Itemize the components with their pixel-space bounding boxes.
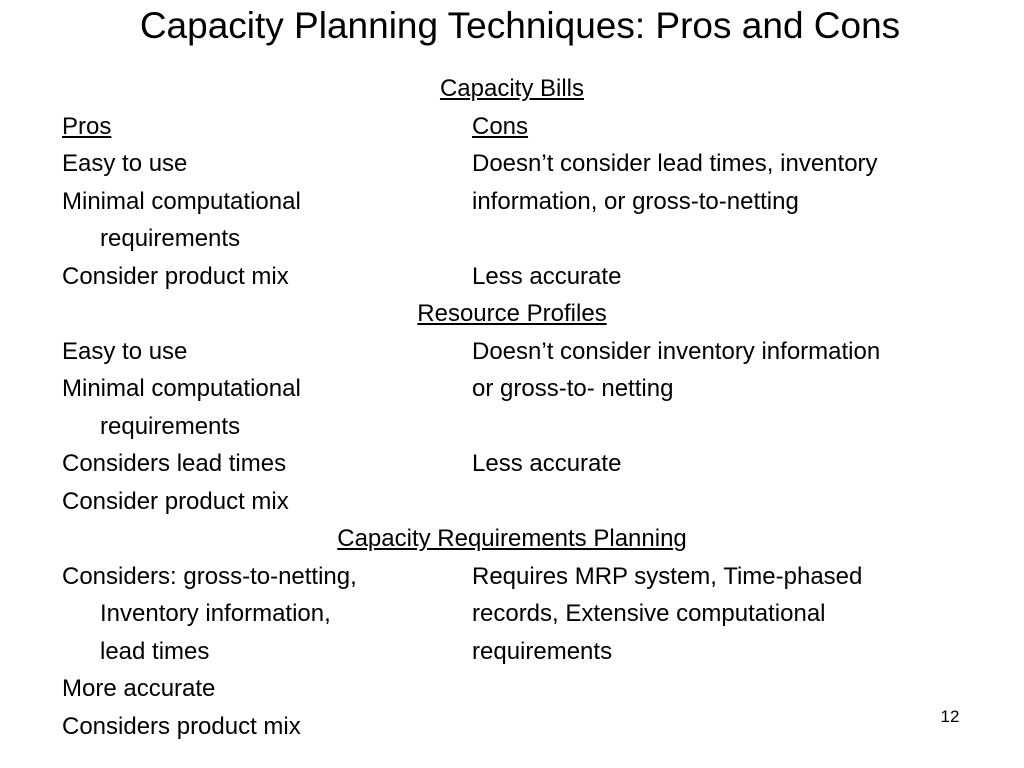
cons-header: Cons [472,113,529,140]
comparison-row [0,150,1024,187]
comparison-row [0,675,1024,712]
pro-item: Considers lead times [62,450,287,477]
comparison-row [0,413,1024,450]
comparison-row [0,488,1024,525]
comparison-row [0,450,1024,487]
comparison-row [0,263,1024,300]
con-item: records, Extensive computational [472,600,826,627]
pro-item: Considers: gross-to-netting, [62,563,357,590]
pro-item: Easy to use [62,150,188,177]
comparison-row [0,375,1024,412]
pro-item: Consider product mix [62,488,289,515]
slide-number: 12 [940,707,960,726]
section-heading-row [0,300,1024,337]
pro-item: Easy to use [62,338,188,365]
comparison-row [0,225,1024,262]
section-heading-capacity-requirements-planning: Capacity Requirements Planning [337,525,687,552]
comparison-row [0,600,1024,637]
comparison-row [0,638,1024,675]
pros-header: Pros [62,113,112,140]
section-heading-row [0,525,1024,562]
pro-item-continuation: Inventory information, [100,600,331,627]
comparison-row [0,563,1024,600]
pro-item: Minimal computational [62,375,301,402]
con-item: or gross-to- netting [472,375,674,402]
comparison-row [0,713,1024,750]
section-heading-row [0,75,1024,112]
con-item: requirements [472,638,613,665]
pros-cons-header-row [0,113,1024,150]
comparison-row [0,188,1024,225]
pro-item-continuation: requirements [100,225,241,252]
section-heading-resource-profiles: Resource Profiles [417,300,607,327]
comparison-row [0,338,1024,375]
con-item: information, or gross-to-netting [472,188,799,215]
con-item: Doesn’t consider lead times, inventory [472,150,878,177]
con-item: Requires MRP system, Time-phased [472,563,863,590]
con-item: Less accurate [472,263,622,290]
pro-item: Consider product mix [62,263,289,290]
pro-item-continuation: lead times [100,638,210,665]
section-heading-capacity-bills: Capacity Bills [439,75,585,102]
pro-item: Considers product mix [62,713,301,740]
con-item: Doesn’t consider inventory information [472,338,881,365]
pro-item-continuation: requirements [100,413,241,440]
pro-item: Minimal computational [62,188,301,215]
pro-item: More accurate [62,675,216,702]
slide-title: Capacity Planning Techniques: Pros and Cons [139,5,901,46]
con-item: Less accurate [472,450,622,477]
